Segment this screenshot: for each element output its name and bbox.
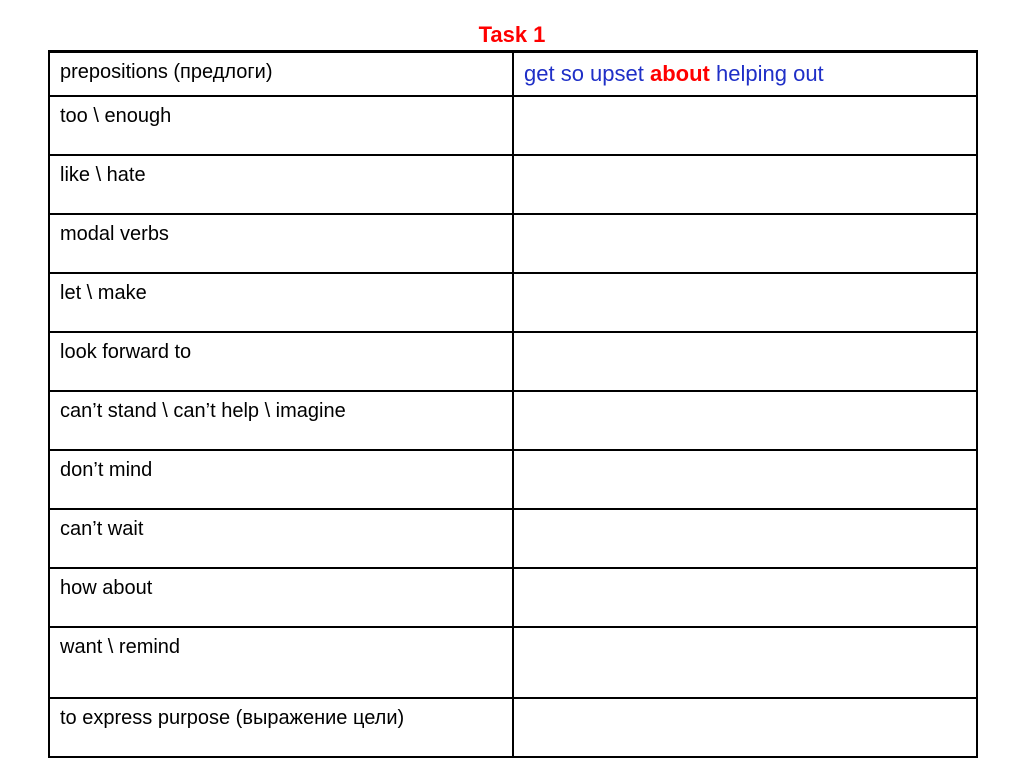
table-row (49, 273, 977, 332)
table-row (49, 332, 977, 391)
topic-cell: how about (49, 568, 513, 627)
table-row (49, 698, 977, 757)
answer-text-before: get so upset (524, 61, 644, 86)
table-row (49, 155, 977, 214)
table-row (49, 214, 977, 273)
answer-cell (513, 698, 977, 757)
table-row (49, 568, 977, 627)
answer-cell (513, 568, 977, 627)
answer-cell (513, 273, 977, 332)
answer-text-after: helping out (716, 61, 824, 86)
table-row (49, 450, 977, 509)
topic-cell: can’t wait (49, 509, 513, 568)
topic-cell: prepositions (предлоги) (49, 52, 513, 97)
topic-cell: want \ remind (49, 627, 513, 698)
table-row (49, 96, 977, 155)
answer-cell (513, 391, 977, 450)
topic-cell: like \ hate (49, 155, 513, 214)
answer-cell (513, 52, 977, 97)
answer-cell (513, 214, 977, 273)
table-row (49, 509, 977, 568)
table-row (49, 391, 977, 450)
table-row (49, 627, 977, 698)
answer-cell (513, 96, 977, 155)
answer-cell (513, 155, 977, 214)
topic-cell: to express purpose (выражение цели) (49, 698, 513, 757)
answer-cell (513, 509, 977, 568)
topic-cell: look forward to (49, 332, 513, 391)
topic-cell: let \ make (49, 273, 513, 332)
task-table (48, 50, 978, 758)
answer-cell (513, 332, 977, 391)
answer-cell (513, 450, 977, 509)
topic-cell: modal verbs (49, 214, 513, 273)
topic-cell: don’t mind (49, 450, 513, 509)
answer-highlight: about (650, 61, 710, 86)
answer-text (524, 61, 824, 86)
topic-cell: can’t stand \ can’t help \ imagine (49, 391, 513, 450)
table-row (49, 52, 977, 97)
page-title: Task 1 (478, 22, 546, 47)
answer-cell (513, 627, 977, 698)
topic-cell: too \ enough (49, 96, 513, 155)
